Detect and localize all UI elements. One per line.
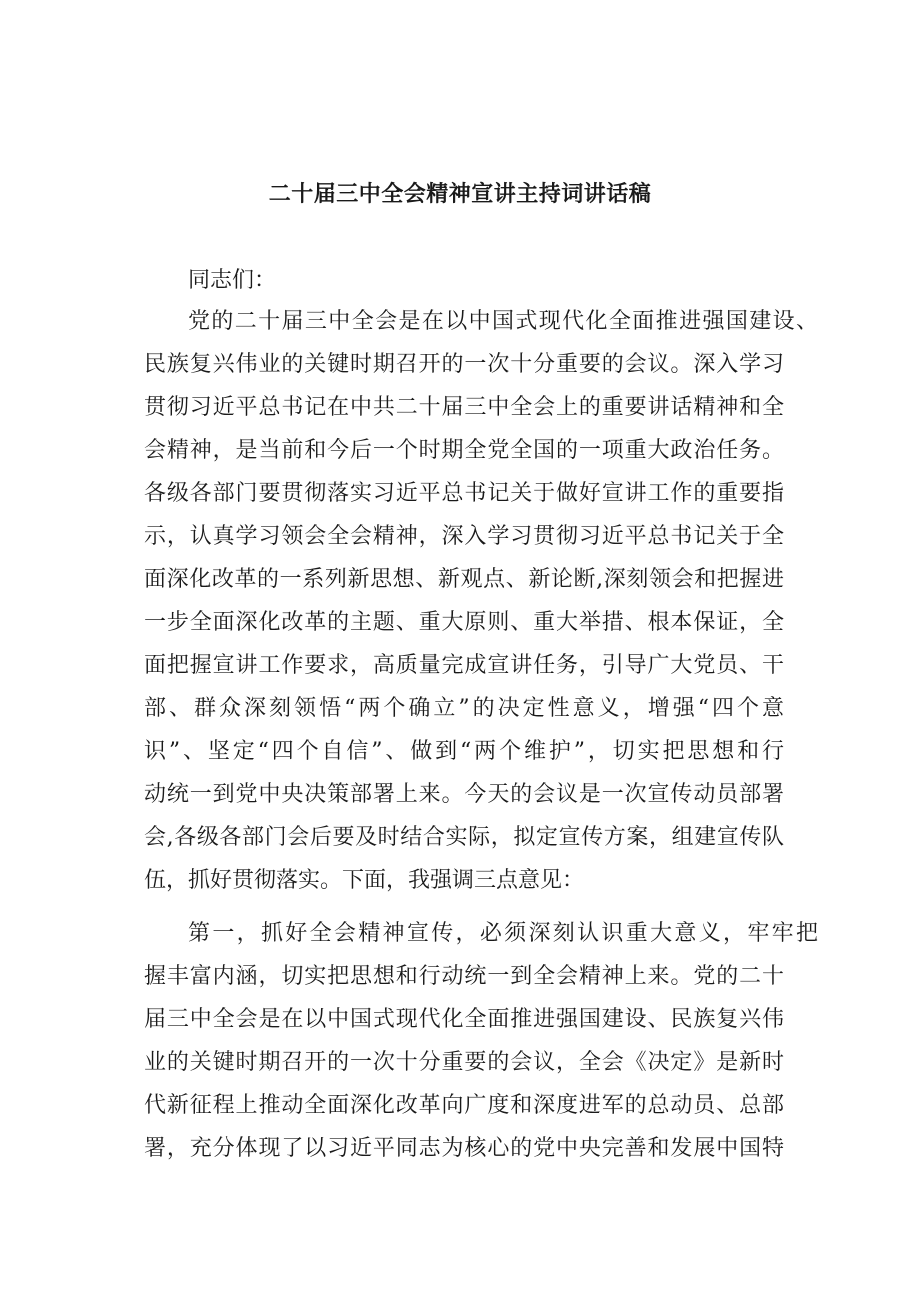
paragraph-2-line: 署，充分体现了以习近平同志为核心的党中央完善和发展中国特 — [144, 1136, 784, 1161]
paragraph-1-line: 动统一到党中央决策部署上来。今天的会议是一次宣传动员部署 — [144, 782, 784, 807]
document-title: 二十届三中全会精神宣讲主持词讲话稿 — [268, 182, 652, 207]
paragraph-2-line: 业的关键时期召开的一次十分重要的会议，全会《决定》是新时 — [144, 1050, 784, 1075]
paragraph-1-line: 伍，抓好贯彻落实。下面，我强调三点意见： — [144, 868, 585, 893]
greeting: 同志们： — [188, 268, 277, 293]
paragraph-1-line: 面把握宣讲工作要求，高质量完成宣讲任务，引导广大党员、干 — [144, 653, 784, 678]
paragraph-1-line: 贯彻习近平总书记在中共二十届三中全会上的重要讲话精神和全 — [144, 395, 784, 420]
paragraph-1-line: 识”、坚定“四个自信”、做到“两个维护”，切实把思想和行 — [144, 739, 784, 764]
paragraph-2-line: 代新征程上推动全面深化改革向广度和深度进军的总动员、总部 — [144, 1093, 784, 1118]
paragraph-2-line: 第一，抓好全会精神宣传，必须深刻认识重大意义，牢牢把 — [188, 921, 818, 946]
paragraph-1-line: 各级各部门要贯彻落实习近平总书记关于做好宣讲工作的重要指 — [144, 481, 784, 506]
paragraph-1-line: 民族复兴伟业的关键时期召开的一次十分重要的会议。深入学习 — [144, 352, 784, 377]
paragraph-1-line: 会精神，是当前和今后一个时期全党全国的一项重大政治任务。 — [144, 438, 784, 463]
paragraph-1-line: 部、群众深刻领悟“两个确立”的决定性意义，增强“四个意 — [144, 696, 784, 721]
paragraph-1-line: 党的二十届三中全会是在以中国式现代化全面推进强国建设、 — [188, 309, 818, 334]
paragraph-1-line: 一步全面深化改革的主题、重大原则、重大举措、根本保证，全 — [144, 610, 784, 635]
paragraph-1-line: 示，认真学习领会全会精神，深入学习贯彻习近平总书记关于全 — [144, 524, 784, 549]
paragraph-1-line: 会,各级各部门会后要及时结合实际，拟定宣传方案，组建宣传队 — [144, 825, 784, 850]
paragraph-2-line: 握丰富内涵，切实把思想和行动统一到全会精神上来。党的二十 — [144, 964, 784, 989]
paragraph-1-line: 面深化改革的一系列新思想、新观点、新论断,深刻领会和把握进 — [144, 567, 784, 592]
paragraph-2-line: 届三中全会是在以中国式现代化全面推进强国建设、民族复兴伟 — [144, 1007, 784, 1032]
